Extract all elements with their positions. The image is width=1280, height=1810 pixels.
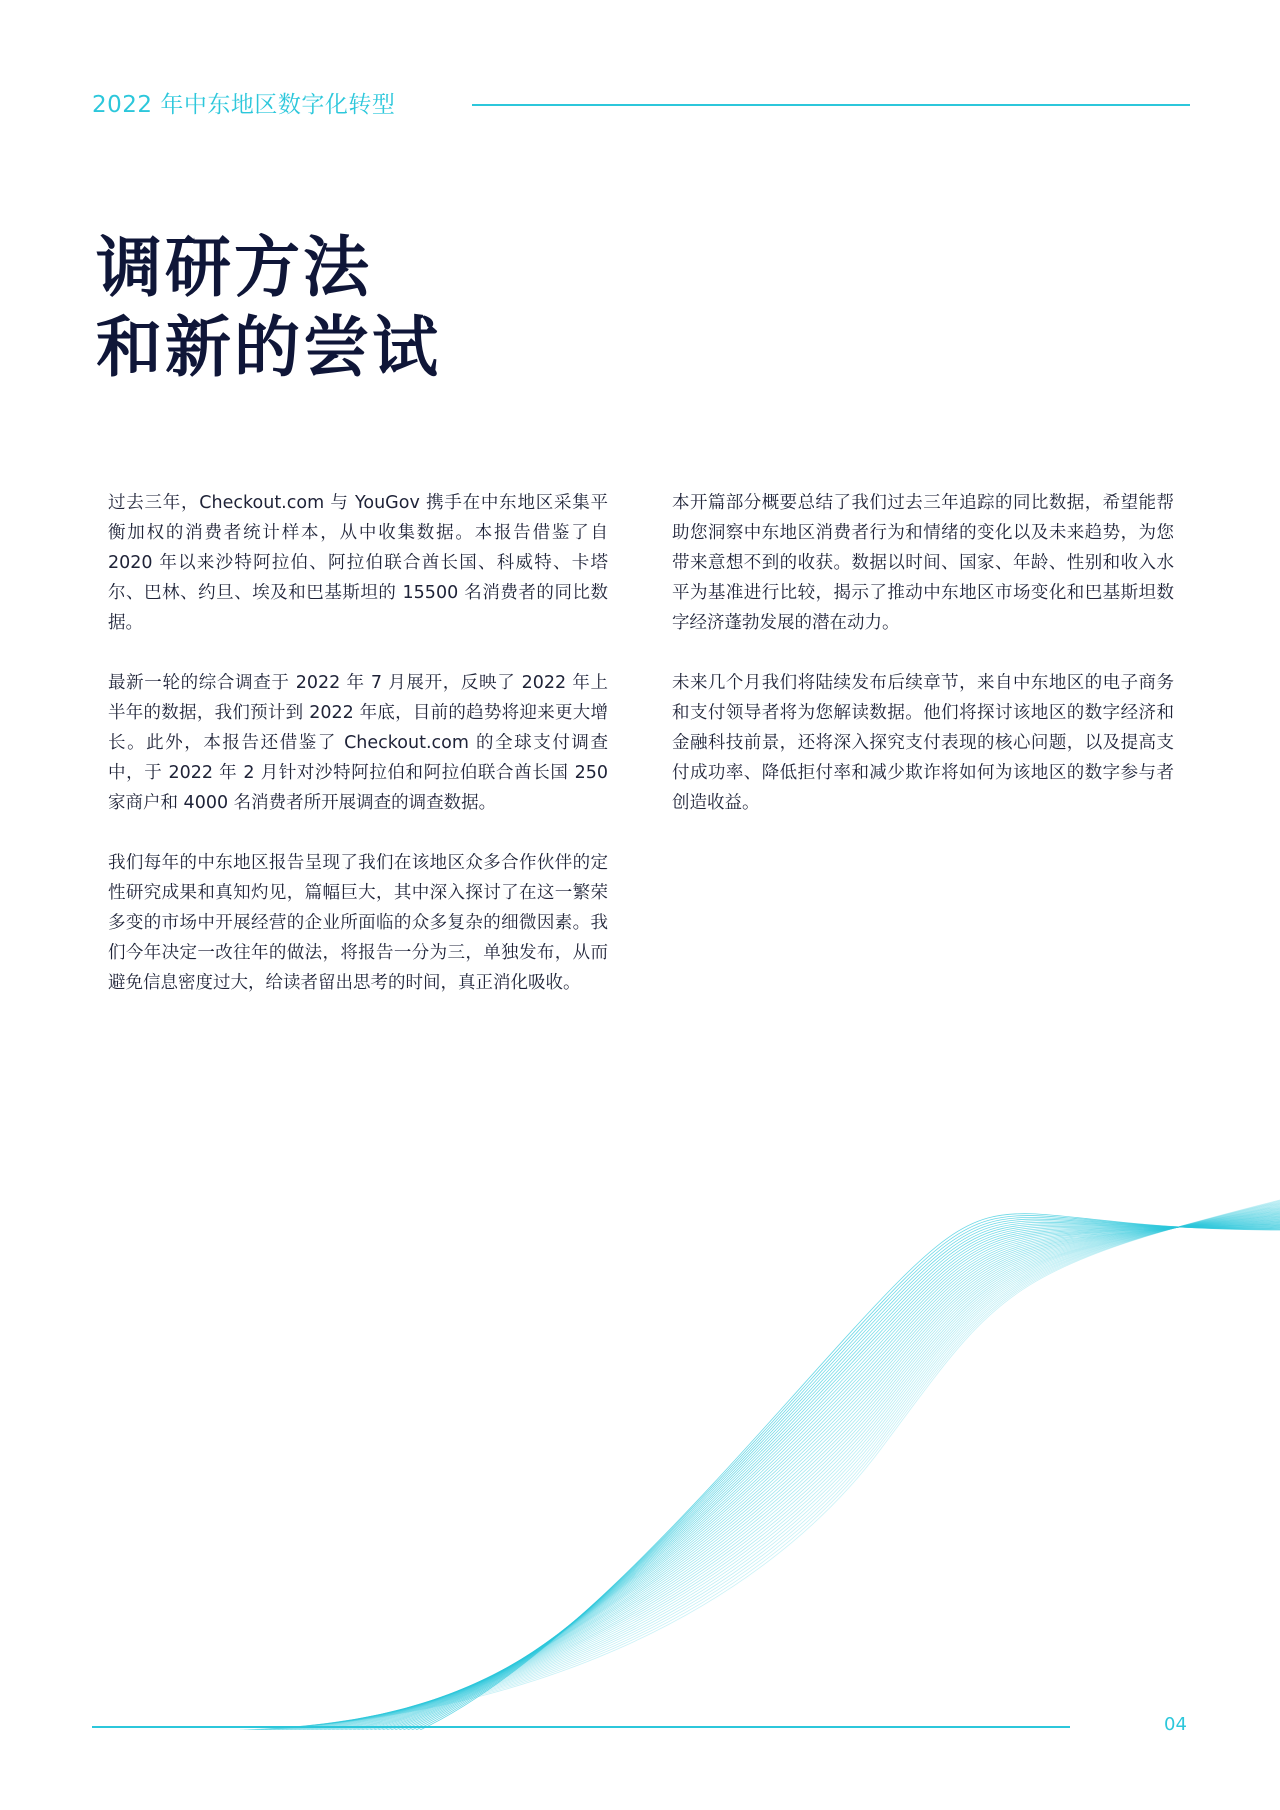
page-title-line-1: 调研方法 [96,229,372,306]
paragraph: 未来几个月我们将陆续发布后续章节，来自中东地区的电子商务和支付领导者将为您解读数据。他们将探讨该地区的数字经济和金融科技前景，还将深入探究支付表现的核心问题，以及提高支付成功率、降低拒付率和减少欺诈将如何为该地区的数字参与者创造收益。 [672,673,1174,813]
wave-line [357,1220,1280,1730]
wave-line [315,1213,1280,1730]
page-number: 04 [1164,1714,1187,1735]
wave-line [253,1202,1280,1730]
wave-line [265,1204,1280,1730]
paragraph: 本开篇部分概要总结了我们过去三年追踪的同比数据，希望能帮助您洞察中东地区消费者行为和情绪的变化以及未来趋势，为您带来意想不到的收获。数据以时间、国家、年龄、性别和收入水平为基准进行比较，揭示了推动中东地区市场变化和巴基斯坦数字经济蓬勃发展的潜在动力。 [672,493,1174,633]
wave-line [340,1217,1280,1730]
wave-line [387,1224,1280,1730]
wave-line [282,1207,1280,1730]
footer-divider [92,1726,1070,1728]
wave-line [349,1218,1280,1730]
wave-line [240,1200,1280,1730]
paragraph: 我们每年的中东地区报告呈现了我们在该地区众多合作伙伴的定性研究成果和真知灼见，篇幅巨大，其中深入探讨了在这一繁荣多变的市场中开展经营的企业所面临的众多复杂的细微因素。我们今年决定一改往年的做法，将报告一分为三，单独发布，从而避免信息密度过大，给读者留出思考的时间，真正消化吸收。 [108,853,608,993]
left-text-column [108,488,608,1028]
decorative-wave-lines [200,1190,1280,1730]
right-text-column [672,488,1174,848]
wave-line [269,1205,1280,1730]
wave-line [361,1220,1280,1730]
wave-line [382,1224,1280,1730]
wave-line [303,1210,1280,1730]
page-title-line-2: 和新的尝试 [96,309,441,386]
page-title [96,228,441,388]
wave-line [370,1222,1280,1730]
wave-line [336,1216,1280,1730]
wave-line [311,1212,1280,1730]
wave-line [332,1215,1280,1730]
header-divider [472,104,1190,106]
wave-line [273,1206,1280,1730]
wave-line [286,1208,1280,1730]
wave-line [345,1217,1280,1730]
paragraph: 过去三年，Checkout.com 与 YouGov 携手在中东地区采集平衡加权的消费者统计样本，从中收集数据。本报告借鉴了自 2020 年以来沙特阿拉伯、阿拉伯联合酋长国、科威特、卡塔尔、巴林、约旦、埃及和巴基斯坦的 15500 名消费者的同比数据。 [108,493,608,633]
wave-line [294,1209,1280,1730]
paragraph: 最新一轮的综合调查于 2022 年 7 月展开，反映了 2022 年上半年的数据，我们预计到 2022 年底，目前的趋势将迎来更大增长。此外，本报告还借鉴了 Checkout.com 的全球支付调查中，于 2022 年 2 月针对沙特阿拉伯和阿拉伯联合酋长国 250 家商户和 4000 名消费者所开展调查的调查数据。 [108,673,608,813]
wave-line [391,1225,1280,1730]
wave-line [374,1222,1280,1730]
wave-line [328,1215,1280,1730]
wave-line [257,1203,1280,1730]
running-header-title: 2022 年中东地区数字化转型 [92,92,396,118]
wave-line [395,1224,1280,1730]
wave-line [324,1214,1280,1730]
wave-line [299,1210,1280,1730]
